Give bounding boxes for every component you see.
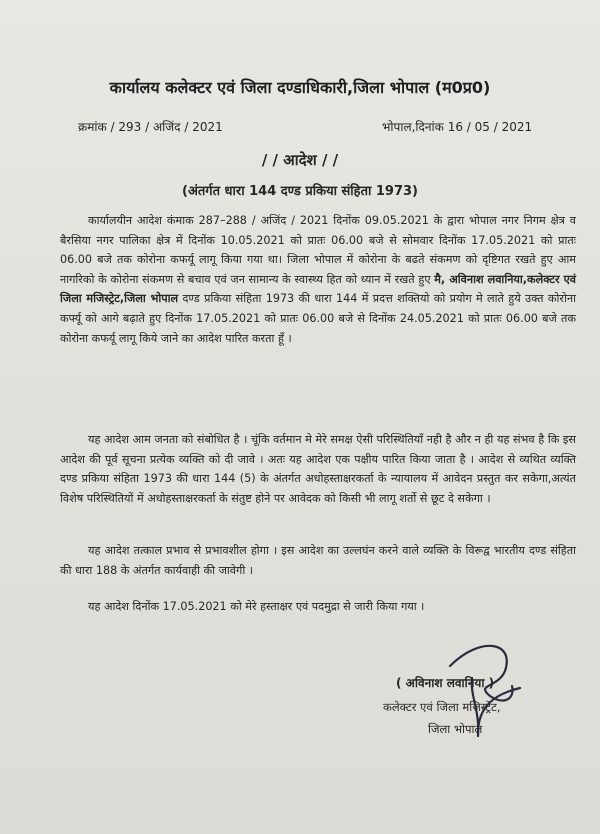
paragraph-3 xyxy=(60,541,576,580)
order-title: / / आदेश / / xyxy=(261,151,339,169)
signatory-name: ( अविनाश लवानिया ) xyxy=(396,676,495,690)
signatory-designation: कलेक्टर एवं जिला मजिस्ट्रेट, xyxy=(383,700,501,714)
place-date: भोपाल,दिनांक 16 / 05 / 2021 xyxy=(382,120,533,134)
paragraph-1-text-b: दण्ड प्रकिया संहिता 1973 की धारा 144 में प्रदत्त शक्तियो को प्रयोग मे लाते हुये उक्त कोरोना कर्फ्यू को आगे बढ़ाते हुए दिनोंक 17.05.2021 को प्रातः 06.00 बजे से दिनोंक 24.05.2021 को प्रातः 06.00 बजे तक कोरोना कफर्यू लागू किये जाने का आदेश पारित करता हूँ । xyxy=(60,292,576,345)
paragraph-1-bold-name: मै, अविनाश लवानिया,कलेक्टर एवं जिला मजिस्ट्रेट,जिला भोपाल xyxy=(60,272,576,306)
paragraph-1-text-a: कार्यालयीन आदेश कंमाक 287–288 / अजिंद / 2021 दिनोंक 09.05.2021 के द्वारा भोपाल नगर निगम क्षेत्र व बैरसिया नगर पालिका क्षेत्र में दिनोंक 10.05.2021 को प्रातः 06.00 बजे से सोमवार दिनोंक 17.05.2021 को प्रातः 06.00 बजे तक कोरोना कफर्यू लागू किया गया था। जिला भोपाल में कोरोना के बढते संकमण को दृष्टिगत रखते हुए आम नागरिको के कोरोना संकमण से बचाव एवं जन सामान्य के स्वास्थ्य हित को ध्यान में रखते हुए xyxy=(60,214,576,286)
paragraph-1 xyxy=(60,211,576,348)
paragraph-2-text: यह आदेश आम जनता को संबोधित है । चूंकि वर्तमान मे मेरे समक्ष ऐसी परिस्थितियॉं नही है और न ही यह संभव है कि इस आदेश की पूर्व सूचना प्रत्येक व्यक्ति को दी जावे । अतः यह आदेश एक पक्षीय पारित किया जाता है । आदेश से व्यथित व्यक्ति दण्ड प्रकिया संहिता 1973 की धारा 144 (5) के अंतर्गत अधोहस्ताक्षरकर्ता के न्यायालय में आवेदन प्रस्तुत कर सकेगा,अत्यंत विशेष परिस्थितियों में अधोहस्ताक्षरकर्ता के संतुष्ट होने पर आवेदक को किसी भी लागू शर्तो से छूट दे सकेगा । xyxy=(60,433,576,505)
reference-number: क्रमांक / 293 / अजिंद / 2021 xyxy=(78,120,223,134)
paragraph-4 xyxy=(60,597,576,617)
paragraph-4-text: यह आदेश दिनोंक 17.05.2021 को मेरे हस्ताक्षर एवं पदमुद्रा से जारी किया गया । xyxy=(88,600,425,613)
paragraph-2 xyxy=(60,430,576,508)
paragraph-3-text: यह आदेश तत्काल प्रभाव से प्रभावशील होगा । इस आदेश का उल्लघंन करने वाले व्यक्ति के विरूद्व भारतीय दण्ड संहिता की धारा 188 के अंतर्गत कार्यवाही की जावेगी । xyxy=(60,544,576,577)
order-subtitle: (अंतर्गत धारा 144 दण्ड प्रकिया संहिता 1973) xyxy=(182,184,418,199)
office-heading: कार्यालय कलेक्टर एवं जिला दण्डाधिकारी,जिला भोपाल (म0प्र0) xyxy=(109,78,491,97)
signatory-district: जिला भोपाल xyxy=(428,722,483,736)
